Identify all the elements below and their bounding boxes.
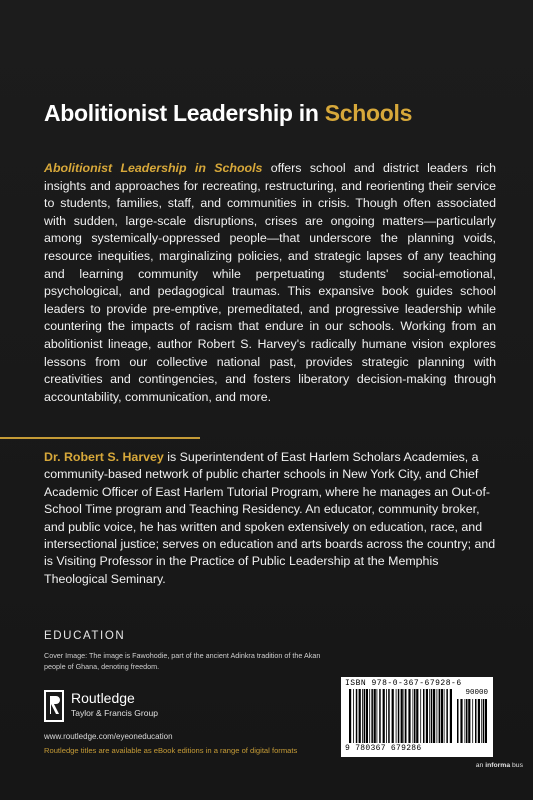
barcode-bar bbox=[364, 689, 366, 743]
barcode-bar bbox=[478, 699, 480, 743]
publisher-url: www.routledge.com/eyeoneducation bbox=[44, 732, 173, 741]
barcode-bar bbox=[405, 689, 407, 743]
category-label: EDUCATION bbox=[44, 630, 126, 642]
barcode-bar bbox=[379, 689, 381, 743]
title-accent: Schools bbox=[324, 100, 413, 126]
barcode-bar bbox=[414, 689, 416, 743]
barcode-bar bbox=[396, 689, 397, 743]
barcode-bar bbox=[366, 689, 368, 743]
ebook-note: Routledge titles are available as eBook editions in a range of digital formats bbox=[44, 746, 298, 755]
barcode-bar bbox=[356, 689, 358, 743]
author-bio bbox=[44, 449, 496, 588]
barcode-bar bbox=[446, 689, 448, 743]
book-title bbox=[44, 100, 412, 127]
barcode-bar bbox=[475, 699, 477, 743]
barcode-bar bbox=[457, 699, 459, 743]
barcode-bar bbox=[349, 689, 351, 743]
price-code: 90000 bbox=[465, 689, 488, 697]
informa-credit bbox=[476, 762, 523, 769]
barcode-bar bbox=[359, 689, 361, 743]
routledge-logo-icon bbox=[44, 690, 64, 722]
barcode-bar bbox=[433, 689, 435, 743]
isbn-text: ISBN 978-0-367-67928-6 bbox=[345, 679, 462, 688]
barcode-bar bbox=[362, 689, 363, 743]
barcode-bar bbox=[383, 689, 385, 743]
barcode-bar bbox=[420, 689, 421, 743]
barcode-bar bbox=[369, 689, 370, 743]
publisher-group: Taylor & Francis Group bbox=[71, 708, 158, 718]
barcode-bar bbox=[377, 689, 378, 743]
barcode-bar bbox=[392, 689, 394, 743]
book-description bbox=[44, 160, 496, 406]
barcode-bar bbox=[353, 689, 354, 743]
barcode-bar bbox=[460, 699, 462, 743]
barcode-bar bbox=[481, 699, 482, 743]
publisher-logo bbox=[44, 690, 244, 726]
barcode-bar bbox=[485, 699, 487, 743]
barcode-bar bbox=[431, 689, 433, 743]
description-text: offers school and district leaders rich insights and approaches for recreating, restructuring, and reorienting their service to students, families, staff, and communities in crisis. Though often associated with sudden, large-scale disruptions, crises are ongoing matters—particularly among systemically-oppressed people—that underscore the planning voids, resource inequities, marginalizing policies, and strategic lapses of any teaching and learning community while perpetuating students' social-emotional, psychological, and pedagogical traumas. This expansive book guides school leaders to provide pre-emptive, premeditated, and progressive leadership while countering the impacts of racism that endure in our schools. Working from an abolitionist lineage, author Robert S. Harvey's radically humane vision explores lessons from our collective national past, provides strategic planning with creativities and contingencies, and fosters liberatory decision-making through accountability, communication, and more. bbox=[44, 161, 497, 404]
isbn-barcode bbox=[341, 677, 493, 757]
barcode-bar bbox=[483, 699, 485, 743]
barcode-bar bbox=[468, 699, 470, 743]
barcode-bar bbox=[416, 689, 418, 743]
barcode-bar bbox=[404, 689, 405, 743]
barcode-bar bbox=[465, 699, 466, 743]
informa-brand: informa bbox=[485, 762, 511, 769]
barcode-bar bbox=[401, 689, 403, 743]
cover-credit: Cover Image: The image is Fawohodie, part of the ancient Adinkra tradition of the Akan people of Ghana, denoting freedom. bbox=[44, 651, 321, 671]
ean-number: 9 780367 679286 bbox=[345, 744, 422, 753]
barcode-addon-bars bbox=[457, 699, 487, 743]
barcode-bar bbox=[444, 689, 445, 743]
informa-prefix: an bbox=[475, 762, 486, 769]
barcode-bar bbox=[371, 689, 373, 743]
barcode-bars bbox=[349, 689, 453, 743]
barcode-bar bbox=[429, 689, 430, 743]
barcode-bar bbox=[439, 689, 441, 743]
author-bio-text: is Superintendent of East Harlem Scholars Academies, a community-based network of public charter schools in New York City, and Chief Academic Officer of East Harlem Tutorial Program, where he manages an Out-of-School Time program and Teaching Residency. An educator, community broker, and public voice, he has written and spoken extensively on education, race, and intersectional justice; serves on education and arts boards across the country; and is Visiting Professor in the Practice of Public Leadership at the Memphis Theological Seminary. bbox=[44, 450, 496, 586]
title-main: Abolitionist Leadership in bbox=[44, 100, 319, 126]
barcode-bar bbox=[472, 699, 473, 743]
barcode-bar bbox=[423, 689, 425, 743]
barcode-bar bbox=[398, 689, 400, 743]
divider-rule bbox=[0, 437, 200, 439]
barcode-bar bbox=[408, 689, 410, 743]
author-name: Dr. Robert S. Harvey bbox=[44, 450, 164, 464]
barcode-bar bbox=[450, 689, 452, 743]
barcode-bar bbox=[388, 689, 390, 743]
barcode-bar bbox=[374, 689, 376, 743]
informa-suffix: bus bbox=[510, 762, 523, 769]
description-lead: Abolitionist Leadership in Schools bbox=[44, 161, 263, 175]
barcode-bar bbox=[413, 689, 414, 743]
barcode-bar bbox=[441, 689, 443, 743]
publisher-name: Routledge bbox=[71, 690, 135, 706]
barcode-bar bbox=[386, 689, 387, 743]
barcode-bar bbox=[426, 689, 428, 743]
barcode-bar bbox=[437, 689, 438, 743]
barcode-bar bbox=[466, 699, 468, 743]
